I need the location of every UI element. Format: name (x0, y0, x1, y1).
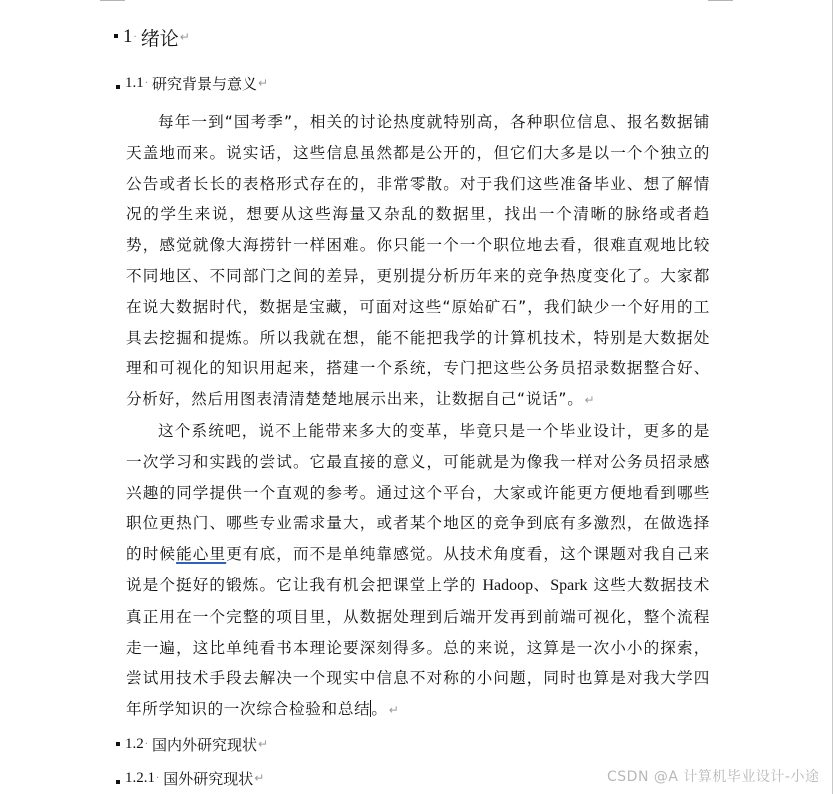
space-mark-icon: · (144, 77, 148, 89)
paragraph-mark-icon: ↵ (257, 76, 269, 90)
latin-term-hadoop: Hadoop (482, 576, 534, 594)
list-bullet-icon (116, 780, 120, 784)
csdn-watermark: CSDN @A 计算机毕业设计-小途 (607, 769, 820, 785)
list-bullet-icon (116, 742, 120, 746)
paragraph-mark-icon: ↵ (584, 393, 596, 408)
paragraph-end-punct: 。 (371, 700, 388, 719)
paragraph-text-a: 这个系统吧，说不上能带来多大的变革，毕竟只是一个毕业设计，更多的是一次学习和实践的尝试。它最直接的意义，可能就是为像我一样对公务员招录感兴趣的同学提供一个直观的参考。通过这个平台，大家或许能更方便地看到哪些职位更热门、哪些专业需求量大，或者某个地区的竞争到底有多激烈，在做选择的时候 (126, 422, 710, 564)
grammar-underline-text[interactable]: 能心里 (176, 545, 227, 564)
heading-title: 国内外研究现状 (151, 735, 257, 754)
page-right-edge (832, 0, 833, 794)
margin-corner-mark-left (100, 0, 125, 1)
heading-number: 1.2 (125, 735, 144, 752)
body-paragraph-1[interactable] (126, 107, 710, 416)
heading-1-1[interactable] (116, 72, 268, 94)
latin-term-spark: Spark (550, 576, 588, 594)
heading-number: 1 (123, 26, 133, 47)
heading-number: 1.2.1 (125, 769, 155, 786)
list-bullet-icon (114, 34, 118, 38)
paragraph-text-b: 更有底，而不是单纯靠感觉。从技术角度看，这个课题对我自己来说是个挺好的锻炼。它让我有机会把课堂上学的 (126, 545, 710, 594)
heading-1-2-1[interactable] (116, 767, 264, 789)
paragraph-text: 每年一到“国考季”，相关的讨论热度就特别高，各种职位信息、报名数据铺天盖地而来。说实话，这些信息虽然都是公开的，但它们大多是以一个个独立的公告或者长长的表格形式存在的，非常零散。对于我们这些准备毕业、想了解情况的学生来说，想要从这些海量又杂乱的数据里，找出一个清晰的脉络或者趋势，感觉就像大海捞针一样困难。你只能一个一个职位地去看，很难直观地比较不同地区、不同部门之间的差异，更别提分析历年来的竞争热度变化了。大家都在说大数据时代，数据是宝藏，可面对这些“原始矿石”，我们缺少一个好用的工具去挖掘和提炼。所以我就在想，能不能把我学的计算机技术，特别是大数据处理和可视化的知识用起来，搭建一个系统，专门把这些公务员招录数据整合好、分析好，然后用图表清清楚楚地展示出来，让数据自己“说话”。 (126, 113, 710, 409)
enum-separator: 、 (533, 575, 551, 594)
paragraph-text-c: 这些大数据技术真正用在一个完整的项目里，从数据处理到后端开发再到前端可视化，整个流程走一遍，这比单纯看书本理论要深刻得多。总的来说，这算是一次小小的探索，尝试用技术手段去解决一个现实中信息不对称的小问题，同时也算是对我大学四年所学知识的一次综合检验和总结 (126, 575, 710, 719)
margin-corner-mark-right (708, 0, 733, 1)
body-paragraph-2[interactable] (126, 416, 710, 726)
heading-title: 绪论 (140, 27, 179, 50)
heading-number: 1.1 (125, 74, 144, 91)
heading-1[interactable] (114, 24, 190, 50)
heading-title: 国外研究现状 (163, 769, 254, 788)
heading-1-2[interactable] (116, 733, 268, 755)
list-bullet-icon (116, 85, 120, 89)
paragraph-mark-icon: ↵ (254, 771, 265, 785)
paragraph-mark-icon: ↵ (388, 703, 400, 718)
paragraph-mark-icon: ↵ (179, 30, 190, 44)
paragraph-mark-icon: ↵ (257, 737, 269, 751)
space-mark-icon: · (144, 738, 148, 750)
space-mark-icon: · (133, 31, 137, 43)
space-mark-icon: · (156, 772, 160, 784)
heading-title: 研究背景与意义 (151, 74, 257, 93)
